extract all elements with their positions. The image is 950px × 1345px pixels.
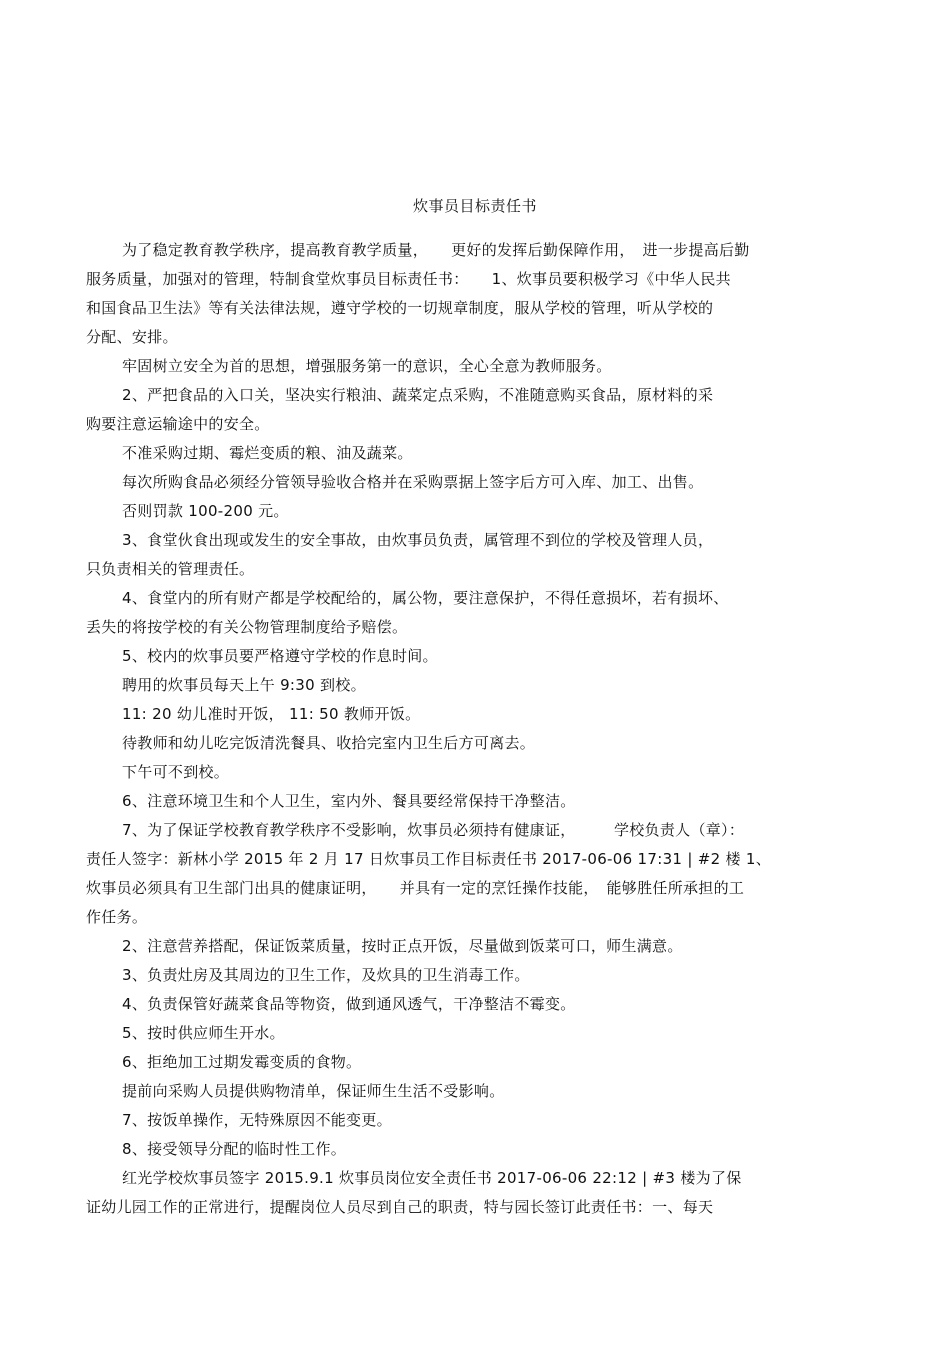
paragraph-line: 只负责相关的管理责任。: [86, 560, 255, 578]
paragraph-line: 作任务。: [86, 908, 148, 926]
paragraph-line: 服务质量，加强对的管理，特制食堂炊事员目标责任书： 1、炊事员要积极学习《中华人民共: [86, 270, 731, 288]
paragraph-line: 2、注意营养搭配，保证饭菜质量，按时正点开饭，尽量做到饭菜可口，师生满意。: [122, 937, 683, 955]
paragraph-line: 为了稳定教育教学秩序，提高教育教学质量， 更好的发挥后勤保障作用， 进一步提高后勤: [122, 241, 750, 259]
paragraph-line: 2、严把食品的入口关，坚决实行粮油、蔬菜定点采购，不准随意购买食品，原材料的采: [122, 386, 714, 404]
paragraph-line: 否则罚款 100-200 元。: [122, 502, 289, 520]
paragraph-line: 6、注意环境卫生和个人卫生，室内外、餐具要经常保持干净整洁。: [122, 792, 576, 810]
paragraph-line: 牢固树立安全为首的思想，增强服务第一的意识，全心全意为教师服务。: [122, 357, 612, 375]
paragraph-line: 下午可不到校。: [122, 763, 230, 781]
paragraph-line: 证幼儿园工作的正常进行，提醒岗位人员尽到自己的职责，特与园长签订此责任书：一、每天: [86, 1198, 714, 1216]
paragraph-line: 3、负责灶房及其周边的卫生工作，及炊具的卫生消毒工作。: [122, 966, 530, 984]
paragraph-line: 聘用的炊事员每天上午 9:30 到校。: [122, 676, 366, 694]
paragraph-line: 待教师和幼儿吃完饭清洗餐具、收拾完室内卫生后方可离去。: [122, 734, 536, 752]
paragraph-line: 11: 20 幼儿准时开饭， 11: 50 教师开饭。: [122, 705, 421, 723]
paragraph-line: 3、食堂伙食出现或发生的安全事故，由炊事员负责，属管理不到位的学校及管理人员，: [122, 531, 714, 549]
paragraph-line: 购要注意运输途中的安全。: [86, 415, 270, 433]
paragraph-line: 7、按饭单操作，无特殊原因不能变更。: [122, 1111, 392, 1129]
paragraph-line: 红光学校炊事员签字 2015.9.1 炊事员岗位安全责任书 2017-06-06 22:12 | #3 楼为了保: [122, 1169, 742, 1187]
paragraph-line: 分配、安排。: [86, 328, 178, 346]
paragraph-line: 7、为了保证学校教育教学秩序不受影响，炊事员必须持有健康证， 学校负责人（章）：: [122, 821, 745, 839]
paragraph-line: 5、校内的炊事员要严格遵守学校的作息时间。: [122, 647, 438, 665]
document-title: 炊事员目标责任书: [412, 197, 537, 215]
paragraph-line: 4、食堂内的所有财产都是学校配给的，属公物，要注意保护，不得任意损坏，若有损坏、: [122, 589, 729, 607]
paragraph-line: 不准采购过期、霉烂变质的粮、油及蔬菜。: [122, 444, 413, 462]
paragraph-line: 和国食品卫生法》等有关法律法规，遵守学校的一切规章制度，服从学校的管理，听从学校的: [86, 299, 714, 317]
paragraph-line: 每次所购食品必须经分管领导验收合格并在采购票据上签字后方可入库、加工、出售。: [122, 473, 704, 491]
paragraph-line: 5、按时供应师生开水。: [122, 1024, 285, 1042]
paragraph-line: 8、接受领导分配的临时性工作。: [122, 1140, 347, 1158]
paragraph-line: 4、负责保管好蔬菜食品等物资，做到通风透气，干净整洁不霉变。: [122, 995, 576, 1013]
paragraph-line: 丢失的将按学校的有关公物管理制度给予赔偿。: [86, 618, 408, 636]
paragraph-line: 提前向采购人员提供购物清单，保证师生生活不受影响。: [122, 1082, 505, 1100]
paragraph-line: 炊事员必须具有卫生部门出具的健康证明， 并具有一定的烹饪操作技能， 能够胜任所承担的工: [86, 879, 745, 897]
paragraph-line: 6、拒绝加工过期发霉变质的食物。: [122, 1053, 362, 1071]
paragraph-line: 责任人签字：新林小学 2015 年 2 月 17 日炊事员工作目标责任书 2017-06-06 17:31 | #2 楼 1、: [86, 850, 772, 868]
